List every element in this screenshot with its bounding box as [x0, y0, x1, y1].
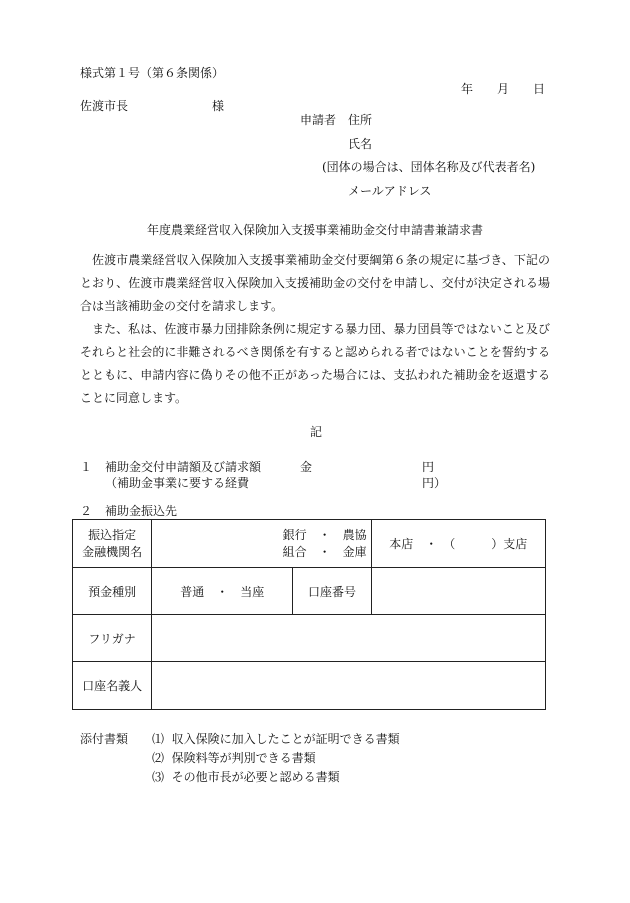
item1-yen: 円: [422, 460, 435, 474]
item1-number: １: [80, 460, 93, 474]
date-line: 年 月 日: [461, 82, 546, 96]
item1-sub-yen: 円）: [422, 476, 447, 490]
group-note: (団体の場合は、団体名称及び代表者名): [322, 160, 536, 174]
institution-label-2: 金融機関名: [82, 544, 143, 559]
deposit-type-label: 預金種別: [73, 568, 152, 615]
bank-name-field[interactable]: [152, 520, 371, 568]
name-label: 氏名: [348, 137, 373, 151]
institution-row: [73, 520, 546, 568]
account-holder-row: [73, 662, 546, 710]
item2-label: 補助金振込先: [105, 504, 178, 518]
body-paragraph-2: また、私は、佐渡市暴力団排除条例に規定する暴力団、暴力団員等ではないこと及びそれらと社会的に非難されるべき関係を有すると認められる者ではないことを誓約するとともに、申請内容に偽りその他不正があった場合には、支払われた補助金を返還することに同意します。: [80, 322, 550, 405]
attachments-label: 添付書類: [80, 732, 129, 746]
attachment-text: 収入保険に加入したことが証明できる書類: [171, 732, 400, 746]
bank-types-1: 銀行 ・ 農協: [282, 527, 367, 542]
attachment-text: その他市長が必要と認める書類: [171, 770, 340, 784]
attachment-num: ⑵: [152, 751, 165, 765]
email-label: メールアドレス: [348, 184, 432, 198]
item1-sub-label: （補助金事業に要する経費: [105, 476, 250, 490]
institution-label-cell: [73, 520, 152, 568]
item1-kin: 金: [300, 460, 313, 474]
furigana-row: [73, 615, 546, 662]
ki-heading: 記: [310, 425, 323, 439]
account-holder-label: 口座名義人: [73, 662, 152, 710]
bank-types-2: 組合 ・ 金庫: [282, 544, 367, 559]
addressee: 佐渡市長: [80, 99, 129, 113]
address-label: 住所: [348, 113, 373, 127]
attachment-item-3: [152, 768, 340, 785]
institution-label-1: 振込指定: [88, 527, 137, 542]
attachment-text: 保険料等が判別できる書類: [171, 751, 316, 765]
attachment-num: ⑶: [152, 770, 165, 784]
branch-text: 本店 ・ （ ）支店: [389, 537, 528, 551]
furigana-field[interactable]: [152, 615, 546, 662]
attachment-item-1: [152, 730, 400, 747]
applicant-label: 申請者: [300, 113, 337, 127]
deposit-row: [73, 568, 546, 615]
branch-field[interactable]: [371, 520, 545, 568]
deposit-type-options[interactable]: 普通 ・ 当座: [152, 568, 293, 615]
attachment-item-2: [152, 749, 316, 766]
item2-number: ２: [80, 504, 93, 518]
item1-label: 補助金交付申請額及び請求額: [105, 460, 262, 474]
attachment-num: ⑴: [152, 732, 165, 746]
account-number-label: 口座番号: [293, 568, 371, 615]
form-number: 様式第１号（第６条関係）: [80, 66, 225, 80]
account-number-field[interactable]: [371, 568, 545, 615]
document-title: 年度農業経営収入保険加入支援事業補助金交付申請書兼請求書: [146, 223, 483, 237]
body-paragraph-1: 佐渡市農業経営収入保険加入支援事業補助金交付要綱第６条の規定に基づき、下記のとおり、佐渡市農業経営収入保険加入支援補助金の交付を申請し、交付が決定される場合は当該補助金の交付を請求します。: [80, 253, 550, 313]
addressee-suffix: 様: [212, 99, 225, 113]
furigana-label: フリガナ: [73, 615, 152, 662]
account-holder-field[interactable]: [152, 662, 546, 710]
bank-account-table: [72, 519, 546, 710]
